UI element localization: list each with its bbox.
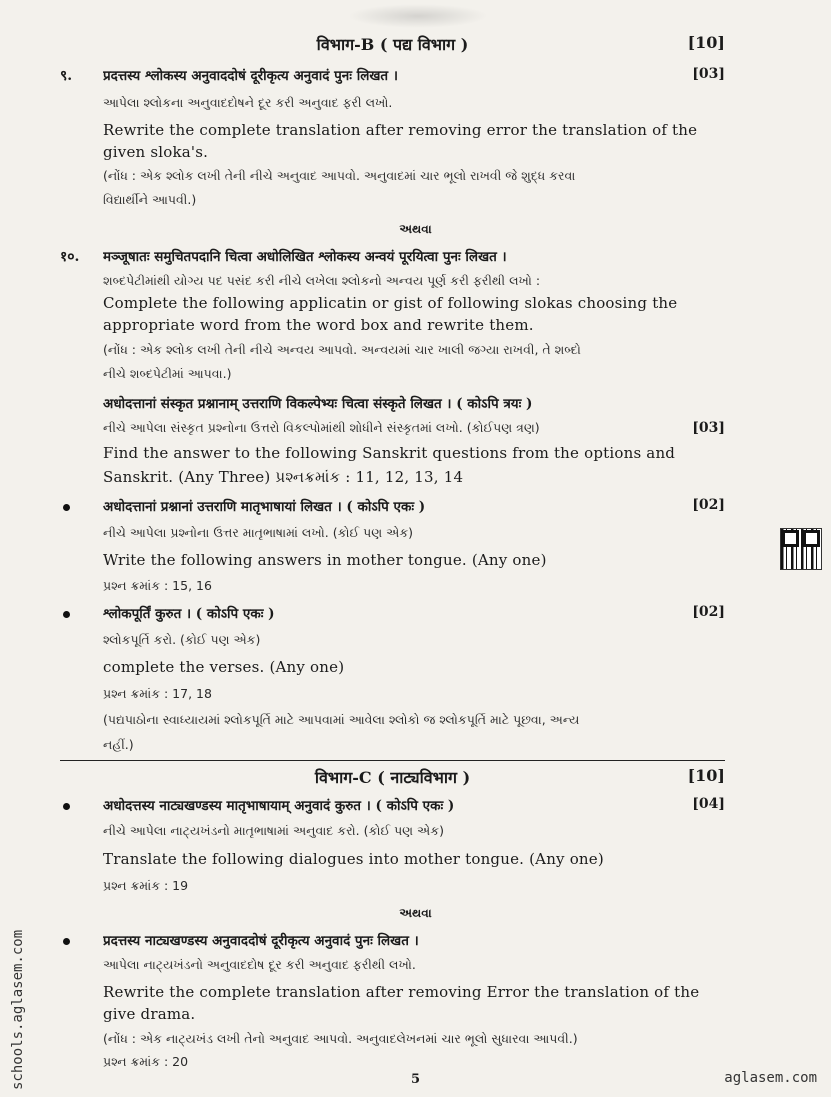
question-9-note-1: (નોંધ : એક શ્લોક લખી તેની નીચે અનુવાદ આપવો. અનુવાદમાં ચાર ભૂલો રાખવી જે શુદ્ધ કરવા	[103, 168, 576, 183]
mother-tongue-question-numbers: પ્રશ્ન ક્રમાંક : 15, 16	[103, 578, 212, 593]
question-9-english-2: given sloka's.	[103, 143, 209, 161]
drama-error-english-1: Rewrite the complete translation after removing Error the translation of the	[103, 983, 700, 1001]
question-9-sanskrit: प्रदत्तस्य श्लोकस्य अनुवाददोषं दूरीकृत्य अनुवादं पुनः लिखत ।	[103, 68, 398, 84]
drama-translate-question-numbers: પ્રશ્ન ક્રમાંક : 19	[103, 878, 189, 893]
shlokapurti-marks: [02]	[692, 604, 725, 620]
section-c-marks: [10]	[687, 766, 725, 785]
question-10-note-2: નીચે શબ્દપેટીમાં આપવા.)	[103, 366, 232, 381]
sanskrit-answers-marks: [03]	[692, 420, 725, 436]
drama-translate-marks: [04]	[692, 796, 725, 812]
shlokapurti-instruction: श्लोकपूर्तिं कुरुत । ( कोऽपि एकः )	[103, 606, 275, 622]
drama-error-english-2: give drama.	[103, 1005, 196, 1023]
or-divider-1: અથવા	[399, 222, 432, 236]
drama-translate-english: Translate the following dialogues into mother tongue. (Any one)	[103, 850, 604, 868]
sanskrit-answers-instruction: अधोदत्तानां संस्कृत प्रश्नानाम् उत्तराणि विकल्पेभ्यः चित्वा संस्कृते लिखत । ( कोऽपि त्रयः )	[103, 396, 533, 412]
bullet-icon	[63, 938, 70, 945]
drama-error-gujarati: આપેલા નાટ્યખંડનો અનુવાદદોષ દૂર કરી અનુવાદ ફરીથી લખો.	[103, 957, 416, 972]
mother-tongue-instruction: अधोदत्तानां प्रश्नानां उत्तराणि मातृभाषायां लिखत । ( कोऽपि एकः )	[103, 499, 426, 515]
sanskrit-answers-english-1: Find the answer to the following Sanskrit questions from the options and	[103, 444, 676, 462]
drama-error-instruction: प्रदत्तस्य नाट्यखण्डस्य अनुवाददोषं दूरीकृत्य अनुवादं पुनः लिखत ।	[103, 933, 419, 949]
watermark-corner: aglasem.com	[724, 1070, 817, 1086]
or-divider-2: અથવા	[399, 906, 432, 920]
bullet-icon	[63, 803, 70, 810]
section-b-heading	[60, 33, 725, 59]
watermark-side: schools.aglasem.com	[10, 929, 26, 1090]
question-10-gujarati: શબ્દપેટીમાંથી યોગ્ય પદ પસંદ કરી નીચે લખેલા શ્લોકનો અન્વય પૂર્ણ કરી ફરીથી લખો :	[103, 273, 541, 288]
question-9-note-2: વિદ્યાર્થીને આપવી.)	[103, 192, 197, 207]
qr-code-icon	[780, 528, 822, 570]
shlokapurti-gujarati: શ્લોકપૂર્તિ કરો. (કોઈ પણ એક)	[103, 632, 261, 647]
bullet-icon	[63, 504, 70, 511]
section-c-title: विभाग-C ( नाट्यविभाग )	[314, 768, 471, 787]
scan-smudge	[348, 4, 488, 28]
question-10-sanskrit: मञ्जूषातः समुचितपदानि चित्वा अधोलिखित श्लोकस्य अन्वयं पूरयित्वा पुनः लिखत ।	[103, 249, 507, 265]
question-10-english-1: Complete the following applicatin or gist of following slokas choosing the	[103, 294, 678, 312]
drama-translate-instruction: अधोदत्तस्य नाट्यखण्डस्य मातृभाषायाम् अनुवादं कुरुत । ( कोऽपि एकः )	[103, 798, 455, 814]
question-10-note-1: (નોંધ : એક શ્લોક લખી તેની નીચે અન્વય આપવો. અન્વયમાં ચાર ખાલી જગ્યા રાખવી, તે શબ્દો	[103, 342, 581, 357]
question-9-number: ९.	[60, 68, 73, 84]
section-b-marks: [10]	[687, 33, 725, 52]
page-number: 5	[410, 1072, 421, 1087]
question-10-english-2: appropriate word from the word box and rewrite them.	[103, 316, 534, 334]
drama-error-note: (નોંધ : એક નાટ્યખંડ લખી તેનો અનુવાદ આપવો. અનુવાદલેખનમાં ચાર ભૂલો સુધારવા આપવી.)	[103, 1031, 578, 1046]
bullet-icon	[63, 611, 70, 618]
mother-tongue-gujarati: નીચે આપેલા પ્રશ્નોના ઉત્તર માતૃભાષામાં લખો. (કોઈ પણ એક)	[103, 525, 414, 540]
shlokapurti-english: complete the verses. (Any one)	[103, 658, 345, 676]
question-10-number: १०.	[60, 249, 80, 265]
question-9-marks: [03]	[692, 66, 725, 82]
sanskrit-answers-english-2: Sanskrit. (Any Three) પ્રશ્નક્રમાંક : 11, 12, 13, 14	[103, 468, 464, 486]
section-c-heading	[60, 766, 725, 792]
drama-error-question-numbers: પ્રશ્ન ક્રમાંક : 20	[103, 1054, 189, 1069]
section-b-title: विभाग-B ( पद्य विभाग )	[316, 35, 469, 54]
shlokapurti-note-1: (પદ્યપાઠોના સ્વાધ્યાયમાં શ્લોકપૂર્તિ માટે આપવામાં આવેલા શ્લોકો જ શ્લોકપૂર્તિ માટે પૂછવા, અન્ય	[103, 712, 580, 727]
mother-tongue-english: Write the following answers in mother tongue. (Any one)	[103, 551, 547, 569]
question-9-gujarati: આપેલા શ્લોકના અનુવાદદોષને દૂર કરી અનુવાદ ફરી લખો.	[103, 95, 393, 110]
shlokapurti-question-numbers: પ્રશ્ન ક્રમાંક : 17, 18	[103, 686, 212, 701]
drama-translate-gujarati: નીચે આપેલા નાટ્યખંડનો માતૃભાષામાં અનુવાદ કરો. (કોઈ પણ એક)	[103, 823, 444, 838]
shlokapurti-note-2: નહીં.)	[103, 737, 134, 752]
sanskrit-answers-gujarati: નીચે આપેલા સંસ્કૃત પ્રશ્નોના ઉત્તરો વિકલ્પોમાંથી શોધીને સંસ્કૃતમાં લખો. (કોઈપણ ત્રણ)	[103, 420, 540, 435]
section-divider	[60, 760, 725, 761]
mother-tongue-marks: [02]	[692, 497, 725, 513]
question-9-english-1: Rewrite the complete translation after removing error the translation of the	[103, 121, 698, 139]
